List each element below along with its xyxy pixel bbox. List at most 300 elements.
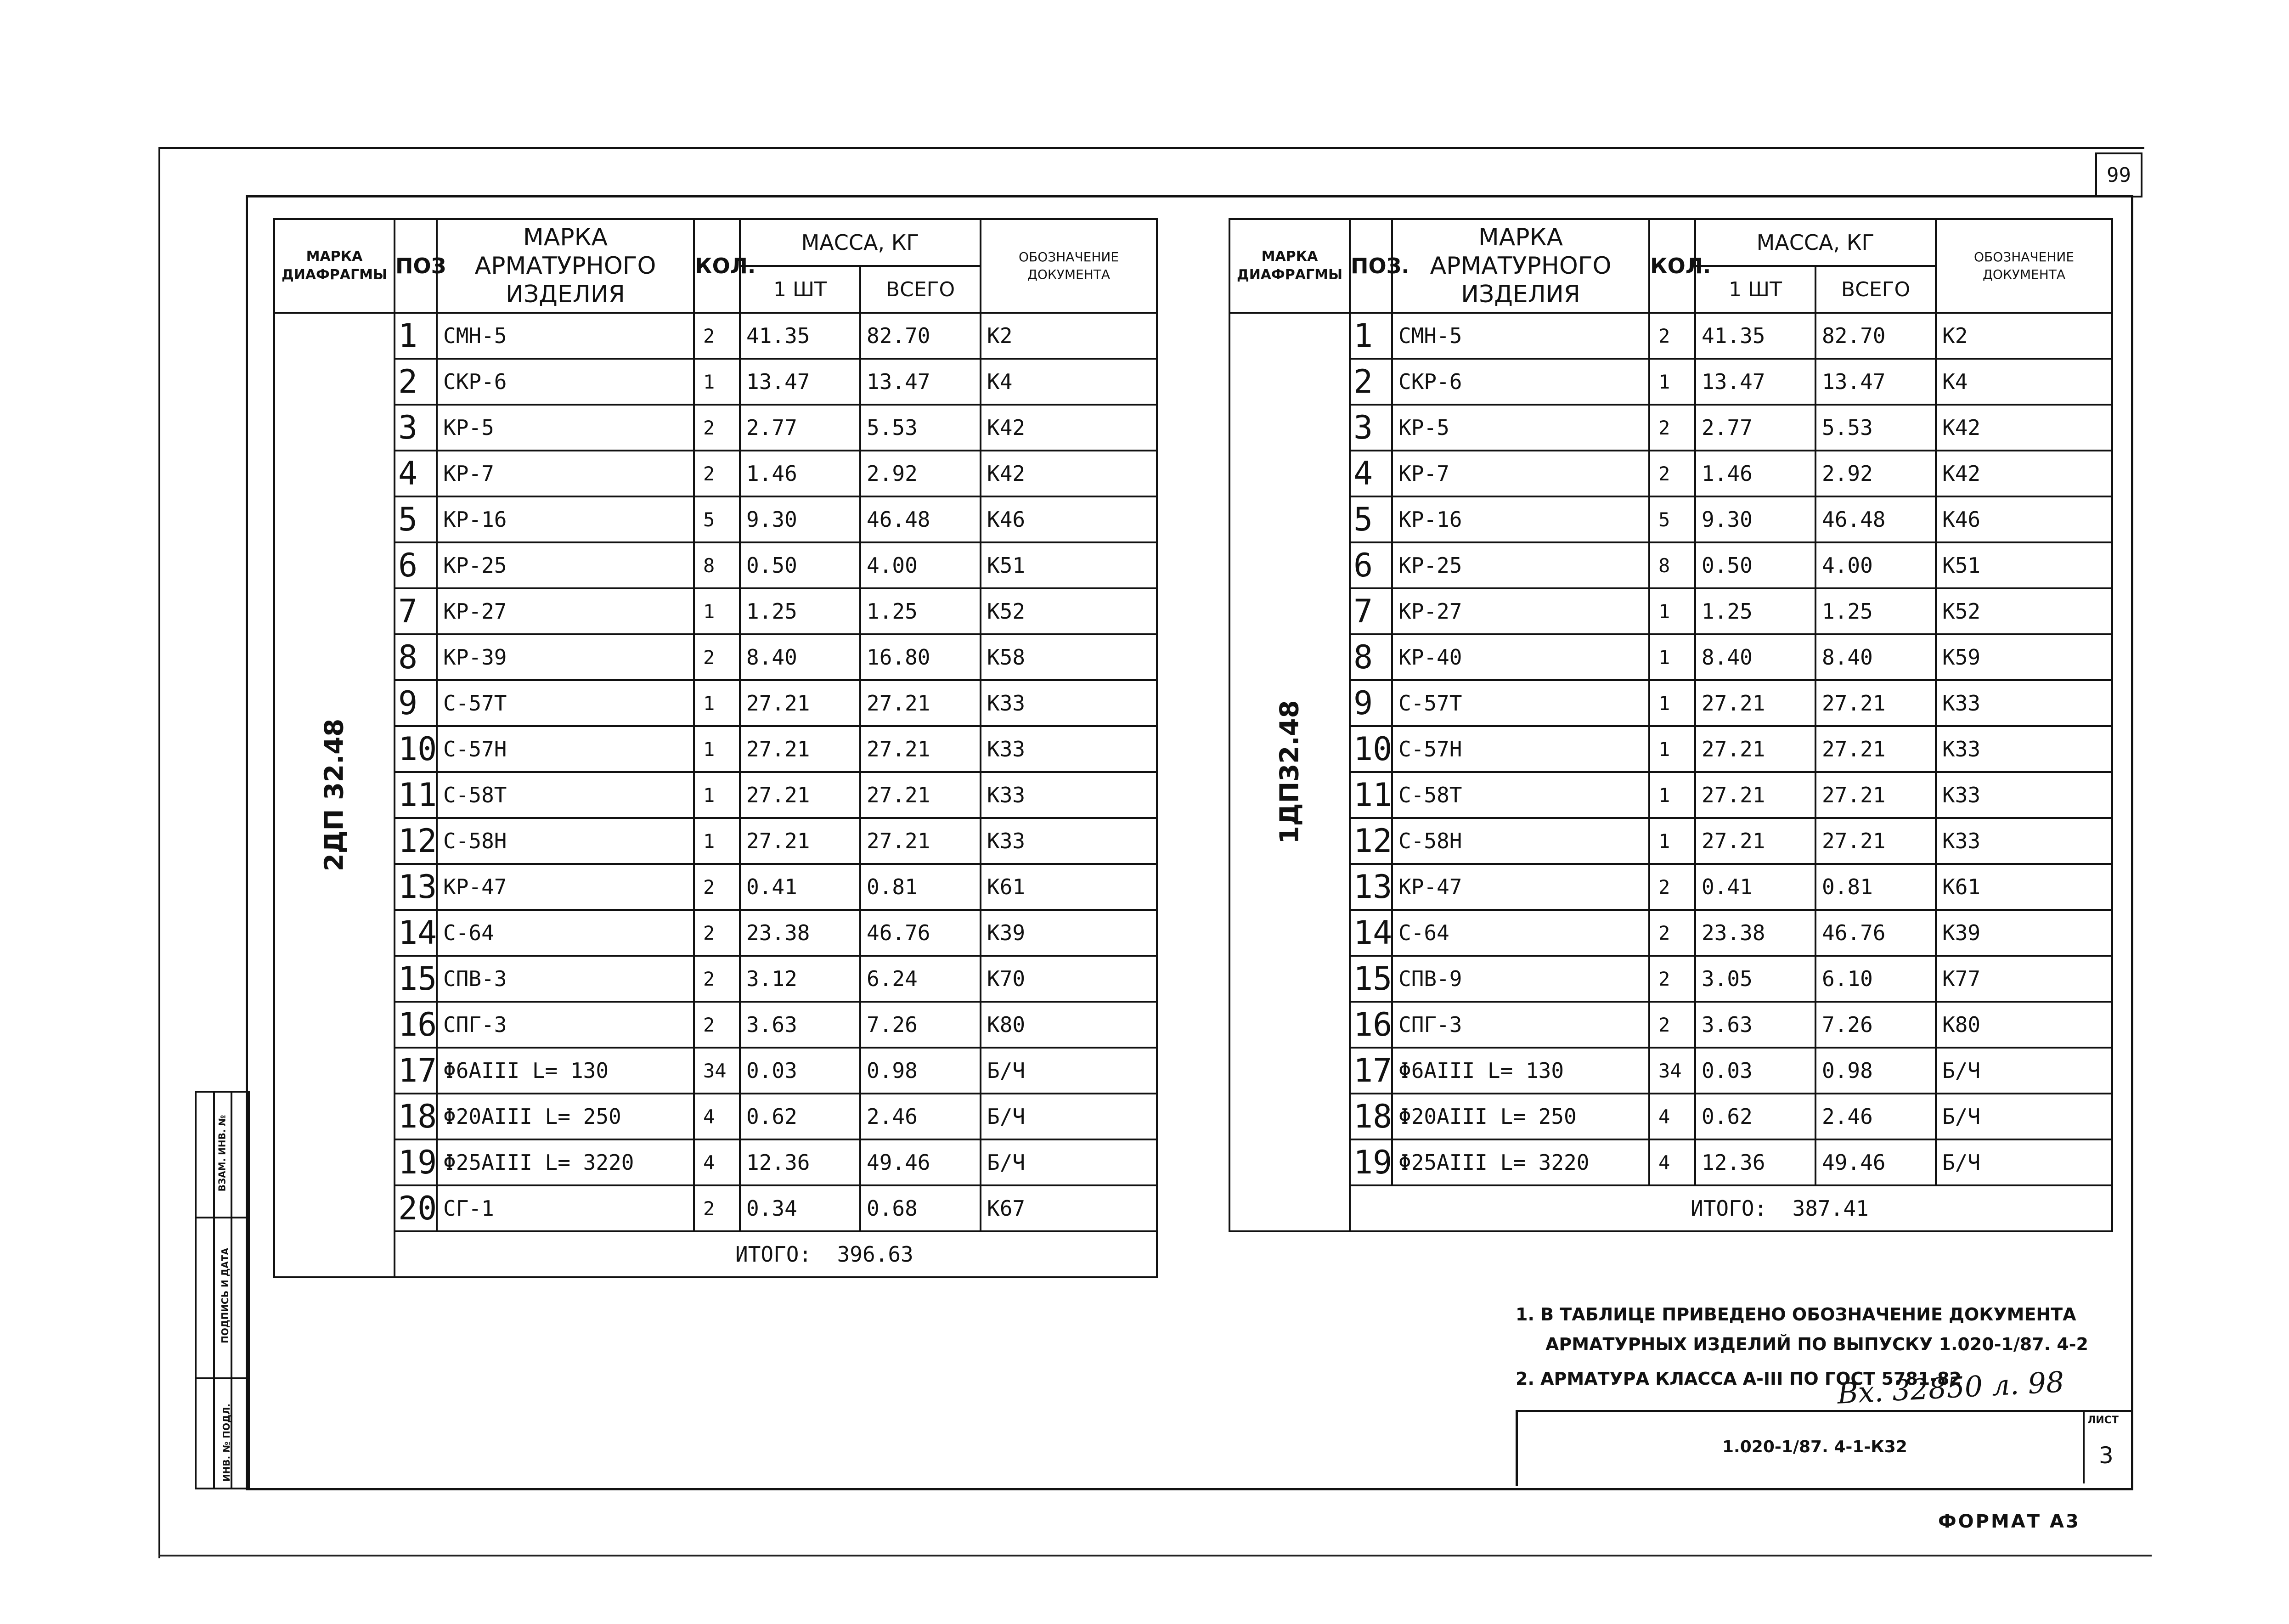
document-ref: К42: [1936, 451, 2112, 496]
header-diaphragm-line2: ДИАФРАГМЫ: [281, 267, 388, 283]
document-ref: К39: [981, 910, 1157, 956]
total-cell: [395, 1231, 1157, 1277]
header-kol: КОЛ.: [1649, 219, 1695, 313]
position-number: 6: [1350, 542, 1392, 588]
document-ref: Б/Ч: [981, 1048, 1157, 1094]
header-doc-line2: ДОКУМЕНТА: [1027, 267, 1111, 282]
header-item: [1392, 219, 1649, 313]
quantity: 1: [1649, 818, 1695, 864]
position-number: 17: [395, 1048, 437, 1094]
total-spacer: [812, 1242, 837, 1267]
mass-unit: 27.21: [740, 726, 860, 772]
quantity: 1: [1649, 726, 1695, 772]
right-spec-table: [1229, 218, 2113, 1232]
mass-total: 27.21: [1815, 772, 1936, 818]
mass-total: 16.80: [860, 634, 981, 680]
mass-unit: 0.34: [740, 1185, 860, 1231]
mass-total: 49.46: [1815, 1139, 1936, 1185]
table-row: [1229, 1048, 2112, 1094]
quantity: 2: [1649, 313, 1695, 359]
quantity: 2: [694, 1002, 740, 1048]
item-mark: Φ20АIII L= 250: [1392, 1094, 1649, 1139]
mass-total: 0.68: [860, 1185, 981, 1231]
document-ref: К80: [981, 1002, 1157, 1048]
header-item-line1: МАРКА: [523, 224, 608, 251]
mass-total: 13.47: [860, 359, 981, 405]
mass-total: 46.48: [1815, 496, 1936, 542]
quantity: 2: [694, 405, 740, 451]
item-mark: КР-25: [1392, 542, 1649, 588]
header-item-line1: МАРКА: [1478, 224, 1563, 251]
mass-unit: 9.30: [740, 496, 860, 542]
sheet-bottom-line: [158, 1555, 2152, 1556]
document-ref: К51: [1936, 542, 2112, 588]
document-ref: К61: [981, 864, 1157, 910]
quantity: 8: [1649, 542, 1695, 588]
total-row: [274, 1231, 1157, 1277]
header-diaphragm: [1229, 219, 1350, 313]
quantity: 2: [1649, 864, 1695, 910]
item-mark: КР-27: [1392, 588, 1649, 634]
quantity: 2: [694, 864, 740, 910]
document-ref: К33: [981, 726, 1157, 772]
document-code: 1.020-1/87. 4-1-К32: [1722, 1438, 1907, 1456]
mass-unit: 23.38: [740, 910, 860, 956]
quantity: 1: [1649, 588, 1695, 634]
document-ref: К67: [981, 1185, 1157, 1231]
side-stamp: [195, 1091, 250, 1489]
header-diaphragm-line1: МАРКА: [1261, 248, 1318, 265]
quantity: 4: [1649, 1139, 1695, 1185]
mass-unit: 0.03: [1695, 1048, 1815, 1094]
mass-total: 13.47: [1815, 359, 1936, 405]
mass-unit: 27.21: [1695, 818, 1815, 864]
item-mark: КР-27: [437, 588, 694, 634]
quantity: 2: [694, 910, 740, 956]
position-number: 9: [1350, 680, 1392, 726]
header-doc: [981, 219, 1157, 313]
item-mark: С-58Н: [1392, 818, 1649, 864]
item-mark: КР-5: [437, 405, 694, 451]
stamp-column-divider: [213, 1093, 215, 1488]
document-ref: Б/Ч: [1936, 1048, 2112, 1094]
item-mark: СМН-5: [1392, 313, 1649, 359]
mass-total: 27.21: [1815, 818, 1936, 864]
table-row: [274, 542, 1157, 588]
item-mark: КР-5: [1392, 405, 1649, 451]
mass-unit: 3.05: [1695, 956, 1815, 1002]
mass-total: 4.00: [1815, 542, 1936, 588]
table-row: [274, 956, 1157, 1002]
item-mark: С-58Т: [437, 772, 694, 818]
mass-total: 7.26: [1815, 1002, 1936, 1048]
mass-unit: 13.47: [1695, 359, 1815, 405]
header-mass-total: ВСЕГО: [1815, 266, 1936, 313]
mass-unit: 1.46: [740, 451, 860, 496]
quantity: 2: [1649, 910, 1695, 956]
note-1-line-1: 1. В ТАБЛИЦЕ ПРИВЕДЕНО ОБОЗНАЧЕНИЕ ДОКУМЕНТА: [1516, 1304, 2076, 1325]
stamp-label-signature: ПОДПИСЬ И ДАТА: [220, 1247, 231, 1344]
mass-total: 27.21: [860, 818, 981, 864]
mass-total: 0.98: [860, 1048, 981, 1094]
mass-unit: 13.47: [740, 359, 860, 405]
header-item-line2: АРМАТУРНОГО: [474, 252, 656, 280]
item-mark: СПГ-3: [437, 1002, 694, 1048]
position-number: 12: [395, 818, 437, 864]
table-row: [274, 359, 1157, 405]
stamp-row-divider: [197, 1217, 248, 1218]
mass-unit: 2.77: [740, 405, 860, 451]
table-row: [274, 726, 1157, 772]
position-number: 5: [395, 496, 437, 542]
position-number: 2: [395, 359, 437, 405]
mass-unit: 9.30: [1695, 496, 1815, 542]
quantity: 4: [694, 1139, 740, 1185]
document-ref: К2: [981, 313, 1157, 359]
item-mark: С-57Н: [1392, 726, 1649, 772]
position-number: 12: [1350, 818, 1392, 864]
mass-unit: 27.21: [1695, 772, 1815, 818]
mass-total: 2.92: [1815, 451, 1936, 496]
mass-total: 27.21: [1815, 726, 1936, 772]
note-1-line-2: АРМАТУРНЫХ ИЗДЕЛИЙ ПО ВЫПУСКУ 1.020-1/87. 4-2: [1545, 1334, 2088, 1354]
mass-unit: 41.35: [1695, 313, 1815, 359]
mass-unit: 8.40: [740, 634, 860, 680]
position-number: 16: [395, 1002, 437, 1048]
diaphragm-mark: 1ДП32.48: [1274, 700, 1305, 844]
position-number: 7: [1350, 588, 1392, 634]
table-row: [1229, 1139, 2112, 1185]
quantity: 1: [1649, 634, 1695, 680]
stamp-row-divider: [197, 1377, 248, 1379]
mass-unit: 1.25: [1695, 588, 1815, 634]
item-mark: КР-47: [1392, 864, 1649, 910]
mass-total: 1.25: [1815, 588, 1936, 634]
mass-unit: 23.38: [1695, 910, 1815, 956]
position-number: 6: [395, 542, 437, 588]
quantity: 1: [694, 772, 740, 818]
total-row: [1229, 1185, 2112, 1231]
mass-unit: 41.35: [740, 313, 860, 359]
position-number: 3: [1350, 405, 1392, 451]
mass-unit: 2.77: [1695, 405, 1815, 451]
document-ref: К2: [1936, 313, 2112, 359]
table-row: [274, 405, 1157, 451]
quantity: 1: [1649, 359, 1695, 405]
quantity: 1: [694, 818, 740, 864]
table-row: [274, 1185, 1157, 1231]
mass-total: 8.40: [1815, 634, 1936, 680]
item-mark: Φ25АIII L= 3220: [437, 1139, 694, 1185]
mass-unit: 8.40: [1695, 634, 1815, 680]
quantity: 2: [694, 313, 740, 359]
item-mark: СГ-1: [437, 1185, 694, 1231]
position-number: 1: [1350, 313, 1392, 359]
mass-total: 2.92: [860, 451, 981, 496]
document-ref: К39: [1936, 910, 2112, 956]
position-number: 7: [395, 588, 437, 634]
quantity: 34: [1649, 1048, 1695, 1094]
header-doc-line1: ОБОЗНАЧЕНИЕ: [1974, 249, 2075, 265]
quantity: 8: [694, 542, 740, 588]
item-mark: С-57Н: [437, 726, 694, 772]
header-mass-unit: 1 ШТ: [740, 266, 860, 313]
position-number: 1: [395, 313, 437, 359]
document-ref: К61: [1936, 864, 2112, 910]
item-mark: СКР-6: [437, 359, 694, 405]
mass-total: 82.70: [860, 313, 981, 359]
mass-unit: 12.36: [1695, 1139, 1815, 1185]
table-row: [1229, 864, 2112, 910]
document-ref: К33: [1936, 818, 2112, 864]
mass-unit: 27.21: [1695, 726, 1815, 772]
item-mark: СПГ-3: [1392, 1002, 1649, 1048]
table-row: [274, 634, 1157, 680]
mass-total: 5.53: [860, 405, 981, 451]
quantity: 1: [1649, 680, 1695, 726]
mass-unit: 1.25: [740, 588, 860, 634]
mass-total: 46.76: [860, 910, 981, 956]
item-mark: СМН-5: [437, 313, 694, 359]
header-mass: МАССА, КГ: [740, 219, 981, 266]
mass-total: 0.81: [860, 864, 981, 910]
table-row: [274, 772, 1157, 818]
item-mark: С-58Т: [1392, 772, 1649, 818]
table-row: [1229, 405, 2112, 451]
stamp-label-inv: ИНВ. № ПОДЛ.: [221, 1403, 232, 1482]
diaphragm-mark-cell: [1229, 313, 1350, 1231]
position-number: 13: [395, 864, 437, 910]
header-item-line3: ИЗДЕЛИЯ: [506, 281, 625, 308]
header-pos: ПОЗ: [395, 219, 437, 313]
position-number: 5: [1350, 496, 1392, 542]
quantity: 2: [694, 634, 740, 680]
table-row: [274, 588, 1157, 634]
position-number: 13: [1350, 864, 1392, 910]
mass-unit: 1.46: [1695, 451, 1815, 496]
position-number: 20: [395, 1185, 437, 1231]
document-ref: Б/Ч: [981, 1094, 1157, 1139]
mass-total: 4.00: [860, 542, 981, 588]
table-row: [274, 864, 1157, 910]
header-item-line2: АРМАТУРНОГО: [1430, 252, 1612, 280]
total-label: ИТОГО:: [735, 1242, 812, 1267]
mass-total: 27.21: [860, 772, 981, 818]
quantity: 2: [694, 956, 740, 1002]
mass-unit: 0.50: [740, 542, 860, 588]
table-row: [274, 818, 1157, 864]
quantity: 2: [694, 451, 740, 496]
document-ref: К46: [981, 496, 1157, 542]
position-number: 9: [395, 680, 437, 726]
quantity: 1: [694, 359, 740, 405]
mass-unit: 27.21: [740, 818, 860, 864]
total-spacer: [1767, 1196, 1792, 1221]
document-ref: К77: [1936, 956, 2112, 1002]
mass-unit: 0.50: [1695, 542, 1815, 588]
item-mark: КР-25: [437, 542, 694, 588]
document-ref: К59: [1936, 634, 2112, 680]
document-ref: К42: [981, 451, 1157, 496]
table-row: [1229, 359, 2112, 405]
quantity: 2: [1649, 405, 1695, 451]
quantity: 5: [1649, 496, 1695, 542]
position-number: 10: [1350, 726, 1392, 772]
table-row: [1229, 680, 2112, 726]
document-ref: К70: [981, 956, 1157, 1002]
handwritten-registration: Вх. 32850 л. 98: [1836, 1365, 2065, 1410]
item-mark: С-57Т: [1392, 680, 1649, 726]
item-mark: КР-40: [1392, 634, 1649, 680]
document-ref: К52: [981, 588, 1157, 634]
position-number: 2: [1350, 359, 1392, 405]
item-mark: Φ20АIII L= 250: [437, 1094, 694, 1139]
item-mark: КР-47: [437, 864, 694, 910]
mass-unit: 3.63: [1695, 1002, 1815, 1048]
mass-total: 7.26: [860, 1002, 981, 1048]
item-mark: Φ6АIII L= 130: [437, 1048, 694, 1094]
table-row: [1229, 772, 2112, 818]
table-row: [274, 1139, 1157, 1185]
mass-total: 6.24: [860, 956, 981, 1002]
document-ref: К58: [981, 634, 1157, 680]
header-mass: МАССА, КГ: [1695, 219, 1936, 266]
mass-unit: 0.41: [740, 864, 860, 910]
item-mark: КР-7: [1392, 451, 1649, 496]
document-ref: К52: [1936, 588, 2112, 634]
position-number: 19: [1350, 1139, 1392, 1185]
position-number: 15: [395, 956, 437, 1002]
table-row: [1229, 451, 2112, 496]
table-row: [1229, 726, 2112, 772]
mass-total: 1.25: [860, 588, 981, 634]
position-number: 11: [395, 772, 437, 818]
mass-total: 6.10: [1815, 956, 1936, 1002]
mass-total: 46.76: [1815, 910, 1936, 956]
mass-unit: 0.03: [740, 1048, 860, 1094]
quantity: 5: [694, 496, 740, 542]
mass-total: 27.21: [860, 680, 981, 726]
right-table-body: [1229, 313, 2112, 1231]
quantity: 34: [694, 1048, 740, 1094]
document-ref: Б/Ч: [1936, 1094, 2112, 1139]
document-ref: К51: [981, 542, 1157, 588]
document-ref: К42: [1936, 405, 2112, 451]
position-number: 14: [395, 910, 437, 956]
format-label: ФОРМАТ А3: [1938, 1511, 2080, 1532]
mass-unit: 3.12: [740, 956, 860, 1002]
page-number: 99: [2095, 152, 2142, 197]
document-ref: К33: [1936, 680, 2112, 726]
position-number: 15: [1350, 956, 1392, 1002]
position-number: 19: [395, 1139, 437, 1185]
total-value: 396.63: [837, 1242, 913, 1267]
item-mark: СПВ-3: [437, 956, 694, 1002]
mass-total: 46.48: [860, 496, 981, 542]
item-mark: КР-39: [437, 634, 694, 680]
header-mass-total: ВСЕГО: [860, 266, 981, 313]
position-number: 18: [1350, 1094, 1392, 1139]
mass-total: 0.81: [1815, 864, 1936, 910]
quantity: 2: [1649, 451, 1695, 496]
position-number: 10: [395, 726, 437, 772]
mass-total: 82.70: [1815, 313, 1936, 359]
document-ref: Б/Ч: [1936, 1139, 2112, 1185]
table-row: [1229, 818, 2112, 864]
header-diaphragm: [274, 219, 395, 313]
table-row: [274, 313, 1157, 359]
position-number: 14: [1350, 910, 1392, 956]
mass-unit: 27.21: [740, 680, 860, 726]
item-mark: С-64: [1392, 910, 1649, 956]
position-number: 8: [395, 634, 437, 680]
quantity: 2: [694, 1185, 740, 1231]
header-doc-line2: ДОКУМЕНТА: [1983, 267, 2066, 282]
table-row: [274, 451, 1157, 496]
quantity: 4: [694, 1094, 740, 1139]
position-number: 8: [1350, 634, 1392, 680]
header-doc: [1936, 219, 2112, 313]
item-mark: СПВ-9: [1392, 956, 1649, 1002]
position-number: 11: [1350, 772, 1392, 818]
table-row: [1229, 910, 2112, 956]
total-label: ИТОГО:: [1691, 1196, 1767, 1221]
table-row: [274, 1094, 1157, 1139]
mass-total: 2.46: [860, 1094, 981, 1139]
diaphragm-mark-cell: [274, 313, 395, 1277]
document-ref: Б/Ч: [981, 1139, 1157, 1185]
mass-unit: 27.21: [740, 772, 860, 818]
item-mark: КР-16: [437, 496, 694, 542]
total-cell: [1350, 1185, 2112, 1231]
document-ref: К33: [1936, 772, 2112, 818]
quantity: 2: [1649, 956, 1695, 1002]
quantity: 4: [1649, 1094, 1695, 1139]
table-row: [274, 1002, 1157, 1048]
document-ref: К33: [981, 680, 1157, 726]
document-ref: К33: [981, 818, 1157, 864]
mass-total: 49.46: [860, 1139, 981, 1185]
header-pos: ПОЗ.: [1350, 219, 1392, 313]
mass-total: 2.46: [1815, 1094, 1936, 1139]
item-mark: С-58Н: [437, 818, 694, 864]
table-row: [274, 496, 1157, 542]
left-table-body: [274, 313, 1157, 1277]
quantity: 1: [694, 588, 740, 634]
table-row: [1229, 496, 2112, 542]
table-row: [1229, 542, 2112, 588]
header-item: [437, 219, 694, 313]
left-spec-table: [273, 218, 1158, 1278]
position-number: 16: [1350, 1002, 1392, 1048]
stamp-label-replace: ВЗАМ. ИНВ. №: [216, 1115, 228, 1192]
document-ref: К33: [981, 772, 1157, 818]
item-mark: Φ25АIII L= 3220: [1392, 1139, 1649, 1185]
table-row: [1229, 956, 2112, 1002]
position-number: 3: [395, 405, 437, 451]
table-row: [1229, 588, 2112, 634]
table-row: [274, 680, 1157, 726]
sheet-label: ЛИСТ: [2087, 1415, 2119, 1426]
document-ref: К33: [1936, 726, 2112, 772]
document-ref: К4: [1936, 359, 2112, 405]
quantity: 1: [694, 726, 740, 772]
table-row: [1229, 1094, 2112, 1139]
header-mass-unit: 1 ШТ: [1695, 266, 1815, 313]
table-row: [274, 1048, 1157, 1094]
header-diaphragm-line1: МАРКА: [306, 248, 363, 265]
mass-unit: 0.62: [1695, 1094, 1815, 1139]
